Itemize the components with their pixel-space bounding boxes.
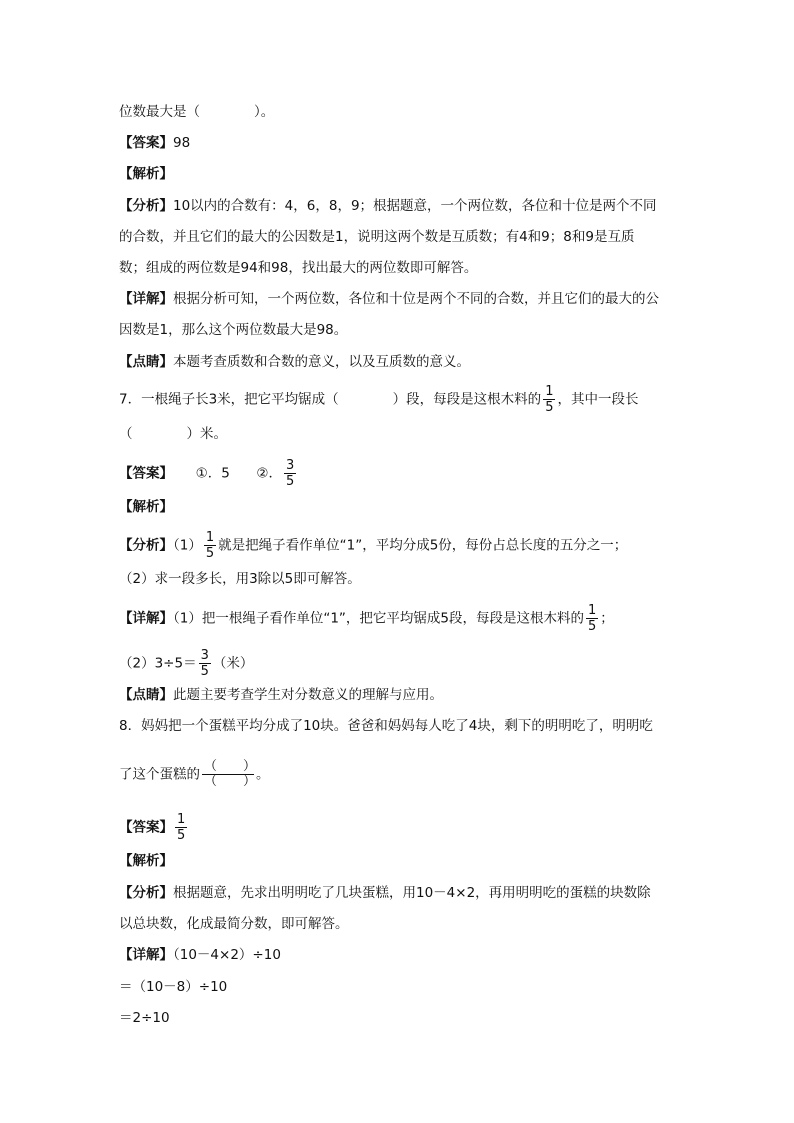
q6-dianjing-line xyxy=(119,352,470,372)
q8-xiangjie-text-1: （10－4×2）÷10 xyxy=(173,947,281,963)
fraction-three-fifths: $\frac{3}{5}$ xyxy=(200,648,209,679)
dianjing-tag: 【点睛】 xyxy=(119,687,173,703)
q6-answer-line xyxy=(119,133,190,153)
q7-question-text-a: 7．一根绳子长3米，把它平均锯成（ ）段，每段是这根木料的 xyxy=(119,391,542,408)
answer-tag: 【答案】 xyxy=(119,819,173,836)
q7-analysis-heading: 【解析】 xyxy=(119,499,173,515)
q6-fenxi-line-3: 数；组成的两位数是94和98，找出最大的两位数即可解答。 xyxy=(119,260,478,276)
q7-fenxi-line-2: （2）求一段多长，用3除以5即可解答。 xyxy=(119,571,361,587)
q8-fenxi-line-1 xyxy=(119,883,651,903)
q6-tail-line xyxy=(119,102,274,122)
answer-tag: 【答案】 xyxy=(119,135,173,151)
answer-tag: 【答案】 xyxy=(119,465,173,482)
q6-xiangjie-line-1 xyxy=(119,289,659,309)
q6-fenxi-text-1: 10以内的合数有：4，6，8，9；根据题意，一个两位数，各位和十位是两个不同 xyxy=(173,198,657,214)
q8-fenxi-line-2: 以总块数，化成最简分数，即可解答。 xyxy=(119,916,349,932)
xiangjie-tag: 【详解】 xyxy=(119,291,173,307)
q6-fenxi-line-2: 的合数，并且它们的最大的公因数是1，说明这两个数是互质数；有4和9；8和9是互质 xyxy=(119,229,635,245)
q7-dianjing-line xyxy=(119,685,443,705)
fenxi-tag: 【分析】 xyxy=(119,885,173,901)
q7-question-line-2: （ ）米。 xyxy=(119,426,227,442)
fraction-one-fifth: $\frac{1}{5}$ xyxy=(588,603,597,634)
q7-fenxi-text-1: 就是把绳子看作单位“1”，平均分成5份，每份占总长度的五分之一； xyxy=(218,537,628,554)
q8-question-text-b: 了这个蛋糕的 xyxy=(119,766,200,783)
q7-fenxi-line-1: 【分析】（1） $\frac{1}{5}$ 就是把绳子看作单位“1”，平均分成5份，每份占总长度的五分之一； xyxy=(119,530,628,561)
q7-question-line-1 xyxy=(119,384,638,415)
q6-answer-value: 98 xyxy=(173,135,191,151)
q8-question-line-2: 了这个蛋糕的 $\frac{( )}{( )}$ 。 xyxy=(119,759,270,789)
fraction-one-fifth: $\frac{1}{5}$ xyxy=(177,812,186,843)
fraction-one-fifth: $\frac{1}{5}$ xyxy=(205,530,215,561)
q7-dianjing-text: 此题主要考查学生对分数意义的理解与应用。 xyxy=(173,687,443,703)
q7-question-text-b: ，其中一段长 xyxy=(557,391,639,408)
q7-answer-1: ①．5 xyxy=(195,465,230,482)
q7-xiangjie-text-1: （1）把一根绳子看作单位“1”，把它平均锯成5段，每段是这根木料的 xyxy=(173,610,585,627)
q8-fenxi-text-1: 根据题意，先求出明明吃了几块蛋糕，用10－4×2，再用明明吃的蛋糕的块数除 xyxy=(173,885,651,901)
q6-analysis-heading: 【解析】 xyxy=(119,166,173,182)
dianjing-tag: 【点睛】 xyxy=(119,354,173,370)
q6-fenxi-line-1 xyxy=(119,196,657,216)
q8-xiangjie-line-3: ＝2÷10 xyxy=(119,1010,170,1026)
xiangjie-tag: 【详解】 xyxy=(119,947,173,963)
q7-answer-2-label: ②． xyxy=(256,465,282,482)
q7-xiangjie-line-2: （2）3÷5＝ $\frac{3}{5}$ （米） xyxy=(119,648,254,679)
q6-tail-text: 位数最大是（ ）。 xyxy=(119,104,275,120)
xiangjie-tag: 【详解】 xyxy=(119,610,173,627)
q8-xiangjie-line-1 xyxy=(119,945,281,965)
fenxi-tag: 【分析】 xyxy=(119,198,173,214)
fraction-blank: $\frac{( )}{( )}$ xyxy=(204,759,257,789)
q6-dianjing-text: 本题考查质数和合数的意义，以及互质数的意义。 xyxy=(173,354,470,370)
q7-answer-line xyxy=(119,458,298,489)
q6-xiangjie-text-1: 根据分析可知，一个两位数，各位和十位是两个不同的合数，并且它们的最大的公 xyxy=(173,291,659,307)
q6-xiangjie-line-2: 因数是1，那么这个两位数最大是98。 xyxy=(119,322,348,338)
fraction-three-fifths: $\frac{3}{5}$ xyxy=(286,458,295,489)
fenxi-tag: 【分析】 xyxy=(119,537,173,554)
q8-xiangjie-line-2: ＝（10－8）÷10 xyxy=(119,979,228,995)
fraction-one-fifth: $\frac{1}{5}$ xyxy=(545,384,554,415)
q8-analysis-heading: 【解析】 xyxy=(119,853,173,869)
q7-xiangjie-line-1: 【详解】（1）把一根绳子看作单位“1”，把它平均锯成5段，每段是这根木料的 $\frac{1}{5}$ ； xyxy=(119,603,614,634)
q8-answer-line xyxy=(119,812,189,843)
q8-question-line-1: 8．妈妈把一个蛋糕平均分成了10块。爸爸和妈妈每人吃了4块，剩下的明明吃了，明明吃 xyxy=(119,718,653,734)
